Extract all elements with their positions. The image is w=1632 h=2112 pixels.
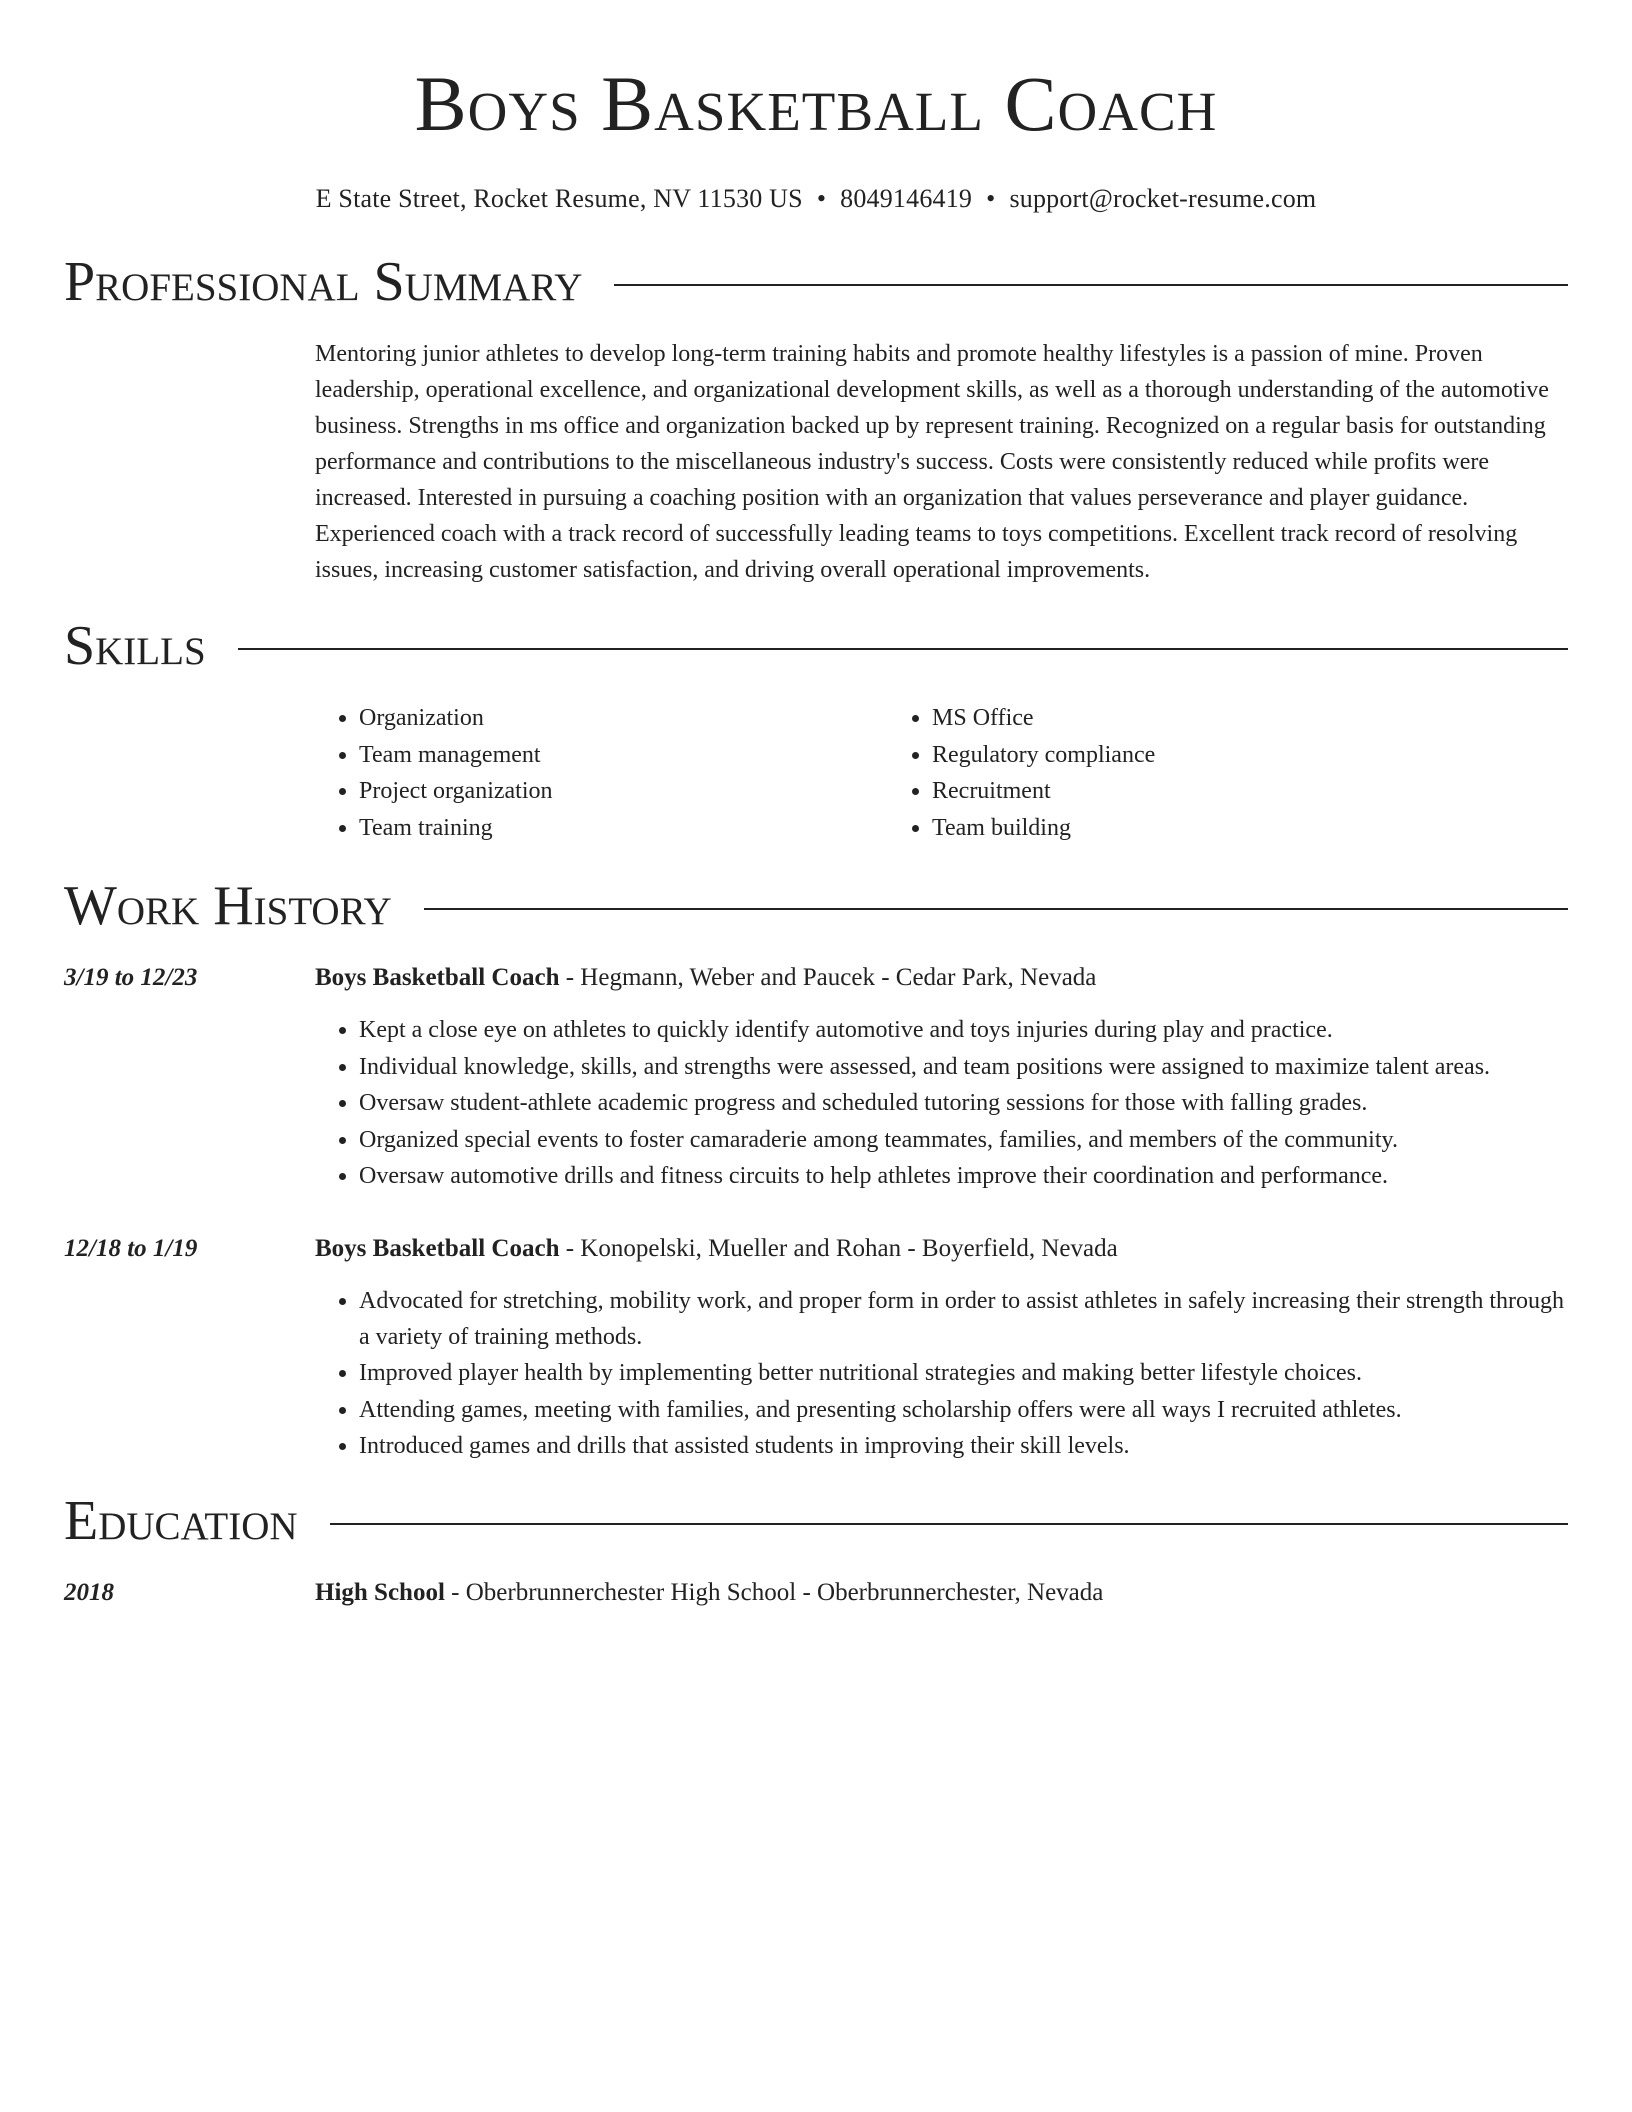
skills-list: [315, 700, 1568, 846]
education-entry: [64, 1575, 1568, 1611]
education-section-header: [64, 1489, 1568, 1553]
section-divider: [238, 648, 1568, 650]
job-bullet: • Organized special events to foster camaraderie among teammates, families, and members of the community.: [359, 1122, 1568, 1158]
contact-phone: 8049146419: [840, 184, 973, 213]
job-bullets: [315, 1012, 1568, 1194]
resume-name: Boys Basketball Coach: [414, 60, 1218, 147]
work-section-header: [64, 874, 1568, 938]
education-school: - Oberbrunnerchester High School - Oberbrunnerchester, Nevada: [444, 1578, 1104, 1606]
contact-line: [64, 182, 1568, 216]
job-bullet: • Kept a close eye on athletes to quickly identify automotive and toys injuries during play and practice.: [359, 1012, 1568, 1048]
job-bullet: • Oversaw automotive drills and fitness circuits to help athletes improve their coordination and performance.: [359, 1158, 1568, 1194]
summary-section-title: Professional Summary: [64, 251, 583, 313]
summary-text: Mentoring junior athletes to develop long-term training habits and promote healthy lifestyles is a passion of mine. Proven leadership, operational excellence, and organizational development skills, as well as a thorough understanding of the automotive business. Strengths in ms office and organization backed up by represent training. Recognized on a regular basis for outstanding performance and contributions to the miscellaneous industry's success. Costs were consistently reduced while profits were increased. Interested in pursuing a coaching position with an organization that values perseverance and player guidance. Experienced coach with a track record of successfully leading teams to toys competitions. Excellent track record of resolving issues, increasing customer satisfaction, and driving overall operational improvements.: [315, 341, 1549, 583]
job-bullet: • Attending games, meeting with families, and presenting scholarship offers were all ways I recruited athletes.: [359, 1392, 1568, 1428]
job-entry: [64, 1231, 1568, 1465]
skill-item: • Team management: [359, 737, 888, 774]
skill-item: • MS Office: [932, 700, 1461, 737]
contact-address: E State Street, Rocket Resume, NV 11530 US: [315, 184, 803, 213]
job-header: [315, 960, 1568, 996]
job-header: [315, 1231, 1568, 1267]
job-bullets: [315, 1283, 1568, 1465]
education-year: 2018: [64, 1578, 114, 1606]
job-bullet: • Improved player health by implementing better nutritional strategies and making better lifestyle choices.: [359, 1355, 1568, 1391]
skill-item: • Team training: [359, 810, 888, 847]
job-dates: 12/18 to 1/19: [64, 1234, 198, 1262]
contact-separator: •: [986, 184, 996, 213]
skill-item: • Recruitment: [932, 773, 1461, 810]
contact-email: support@rocket-resume.com: [1009, 184, 1317, 213]
skill-item: • Regulatory compliance: [932, 737, 1461, 774]
skill-item: • Organization: [359, 700, 888, 737]
job-bullet: • Individual knowledge, skills, and strengths were assessed, and team positions were assigned to maximize talent areas.: [359, 1049, 1568, 1085]
job-body: [315, 1231, 1568, 1465]
education-body: [315, 1575, 1568, 1611]
work-section-title: Work History: [64, 875, 392, 937]
job-bullet: • Introduced games and drills that assisted students in improving their skill levels.: [359, 1428, 1568, 1464]
skills-column-left: [315, 700, 888, 846]
skill-item: • Team building: [932, 810, 1461, 847]
education-header: [315, 1575, 1568, 1611]
job-role: Boys Basketball Coach: [315, 964, 560, 991]
education-degree: High School: [315, 1578, 445, 1606]
resume-page: [64, 0, 1568, 1611]
section-divider: [424, 908, 1568, 910]
summary-section-header: [64, 250, 1568, 314]
education-section-title: Education: [64, 1489, 298, 1552]
job-bullet: • Advocated for stretching, mobility work, and proper form in order to assist athletes in safely increasing their strength through a variety of training methods.: [359, 1283, 1568, 1355]
job-dates: 3/19 to 12/23: [64, 964, 198, 991]
job-role: Boys Basketball Coach: [315, 1234, 560, 1262]
skills-section-header: [64, 614, 1568, 678]
job-bullet: • Oversaw student-athlete academic progress and scheduled tutoring sessions for those with falling grades.: [359, 1085, 1568, 1121]
job-entry: [64, 960, 1568, 1195]
skills-section-title: Skills: [64, 615, 206, 677]
section-divider: [330, 1523, 1568, 1525]
job-employer: - Konopelski, Mueller and Rohan - Boyerfield, Nevada: [559, 1234, 1118, 1262]
contact-separator: •: [816, 184, 827, 213]
skills-column-right: [888, 700, 1461, 846]
section-divider: [614, 284, 1568, 286]
skill-item: • Project organization: [359, 773, 888, 810]
job-body: [315, 960, 1568, 1195]
job-employer: - Hegmann, Weber and Paucek - Cedar Park, Nevada: [559, 964, 1097, 991]
